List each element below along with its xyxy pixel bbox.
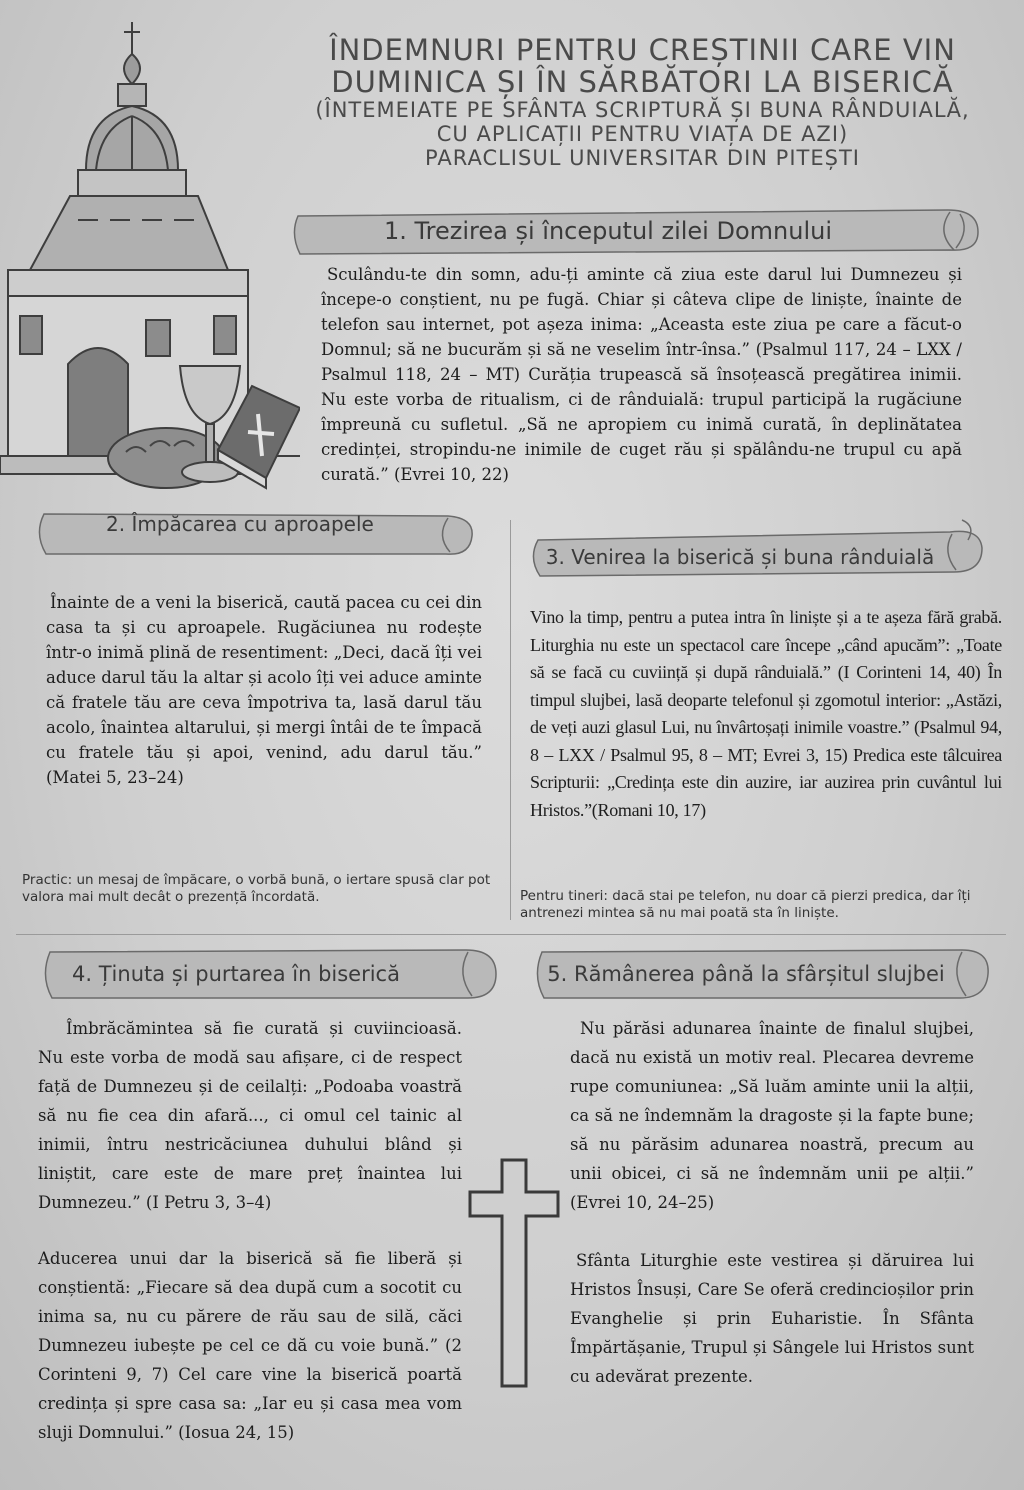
section-3-note: Pentru tineri: dacă stai pe telefon, nu doar că pierzi predica, dar îți antrenezi mintea să nu mai poată sta în liniște. bbox=[520, 888, 971, 921]
column-divider bbox=[510, 520, 511, 920]
section-1-banner bbox=[288, 204, 988, 258]
section-5-body-2: Sfânta Liturghie este vestirea și dăruirea lui Hristos Însuși, Care Se oferă credincioșilor prin Evanghelie și prin Euharistie. În Sfânta Împărtășanie, Trupul și Sângele lui Hristos sunt cu adevărat prezente. bbox=[570, 1251, 974, 1386]
subtitle-line-2: CU APLICAȚII PENTRU VIAȚA DE AZI) bbox=[436, 122, 849, 146]
title-line-2: DUMINICA ȘI ÎN SĂRBĂTORI LA BISERICĂ bbox=[331, 65, 954, 99]
section-5-title: 5. Rămânerea până la sfârșitul slujbei bbox=[547, 962, 945, 986]
subtitle-line-1: (ÎNTEMEIATE PE SFÂNTA SCRIPTURĂ ȘI BUNA RÂNDUIALĂ, bbox=[315, 98, 970, 122]
section-2-note: Practic: un mesaj de împăcare, o vorbă bună, o iertare spusă clar pot valora mai mult decât o prezență încordată. bbox=[22, 872, 491, 905]
section-1-body: Sculându-te din somn, adu-ți aminte că ziua este darul lui Dumnezeu și începe-o conștient, nu pe fugă. Chiar și câteva clipe de liniște, înainte de telefon sau internet, pot așeza inima: „Aceasta este ziua pe care a făcut-o Domnul; să ne bucurăm și să ne veselim într-însa.” (Psalmul 117, 24 – LXX / Psalmul 118, 24 – MT) Curăția trupească să însoțească pregătirea inimii. Nu este vorba de ritualism, ci de rânduială: trupul participă la rugăciune împreună cu sufletul. „Să ne apropiem cu inimă curată, în deplinătatea credinței, stropindu-ne inimile de cuget rău și spălându-ne trupul cu apă curată.” (Evrei 10, 22) bbox=[321, 265, 962, 484]
section-3-banner bbox=[520, 514, 990, 580]
section-5-body-1: Nu părăsi adunarea înainte de finalul slujbei, dacă nu există un motiv real. Plecarea devreme rupe comuniunea: „Să luăm aminte unii la alții, ca să ne îndemnăm la dragoste și la fapte bune; să nu părăsim adunarea noastră, precum au unii obicei, ci să ne îndemnăm unii pe alții.” (Evrei 10, 24–25) bbox=[570, 1019, 974, 1212]
section-4-banner bbox=[36, 944, 506, 1004]
section-3-title: 3. Venirea la biserică și buna rânduială bbox=[545, 545, 935, 569]
page-header bbox=[290, 34, 995, 170]
section-2-title: 2. Împăcarea cu aproapele bbox=[106, 512, 374, 536]
cross-icon bbox=[466, 1158, 562, 1390]
section-3-body: Vino la timp, pentru a putea intra în liniște și a te așeza fără grabă. Liturghia nu este un spectacol care începe „când apucăm”: „Toate să se facă cu cuviință și după rânduială.” (I Corinteni 14, 40) În timpul slujbei, lasă deoparte telefonul și zgomotul interior: „Astăzi, de veți auzi glasul Lui, nu învârtoșați inimile voastre.” (Psalmul 94, 8 – LXX / Psalmul 95, 8 – MT; Evrei 3, 15) Predica este tâlcuirea Scripturii: „Credința este din auzire, iar auzirea prin cuvântul lui Hristos.”(Romani 10, 17) bbox=[530, 607, 1002, 820]
church-illustration bbox=[0, 20, 300, 500]
section-5-banner bbox=[528, 944, 998, 1004]
title-line-1: ÎNDEMNURI PENTRU CREȘTINII CARE VIN bbox=[329, 33, 956, 67]
section-2-banner bbox=[30, 506, 480, 562]
section-4-body-2: Aducerea unui dar la biserică să fie liberă și conștientă: „Fiecare să dea după cum a socotit cu inima sa, nu cu părere de rău sau de silă, căci Dumnezeu iubește pe cel ce dă cu voie bună.” (2 Corinteni 9, 7) Cel care vine la biserică poartă credința și spre casa sa: „Iar eu și casa mea vom sluji Domnului.” (Iosua 24, 15) bbox=[38, 1249, 462, 1442]
section-2-body: Înainte de a veni la biserică, caută pacea cu cei din casa ta și cu aproapele. Rugăciunea nu rodește într-o inimă plină de resentiment: „Deci, dacă îți vei aduce darul tău la altar și acolo îți vei aduce aminte că fratele tău are ceva împotriva ta, lasă darul tău acolo, înaintea altarului, și mergi întâi de te împacă cu fratele tău și apoi, venind, adu darul tău.” (Matei 5, 23–24) bbox=[46, 593, 482, 787]
section-4-body-1: Îmbrăcămintea să fie curată și cuviincioasă. Nu este vorba de modă sau afișare, ci de respect față de Dumnezeu și de ceilalți: „Podoaba voastră să nu fie cea din afară..., ci omul cel tainic al inimii, întru nestricăciunea duhului blând și liniștit, care este de mare preț înaintea lui Dumnezeu.” (I Petru 3, 3–4) bbox=[38, 1019, 462, 1212]
section-1-title: 1. Trezirea și începutul zilei Domnului bbox=[384, 217, 832, 245]
row-divider bbox=[16, 934, 1006, 935]
section-4-title: 4. Ținuta și purtarea în biserică bbox=[72, 962, 400, 986]
subtitle-line-3: PARACLISUL UNIVERSITAR DIN PITEȘTI bbox=[425, 146, 860, 170]
